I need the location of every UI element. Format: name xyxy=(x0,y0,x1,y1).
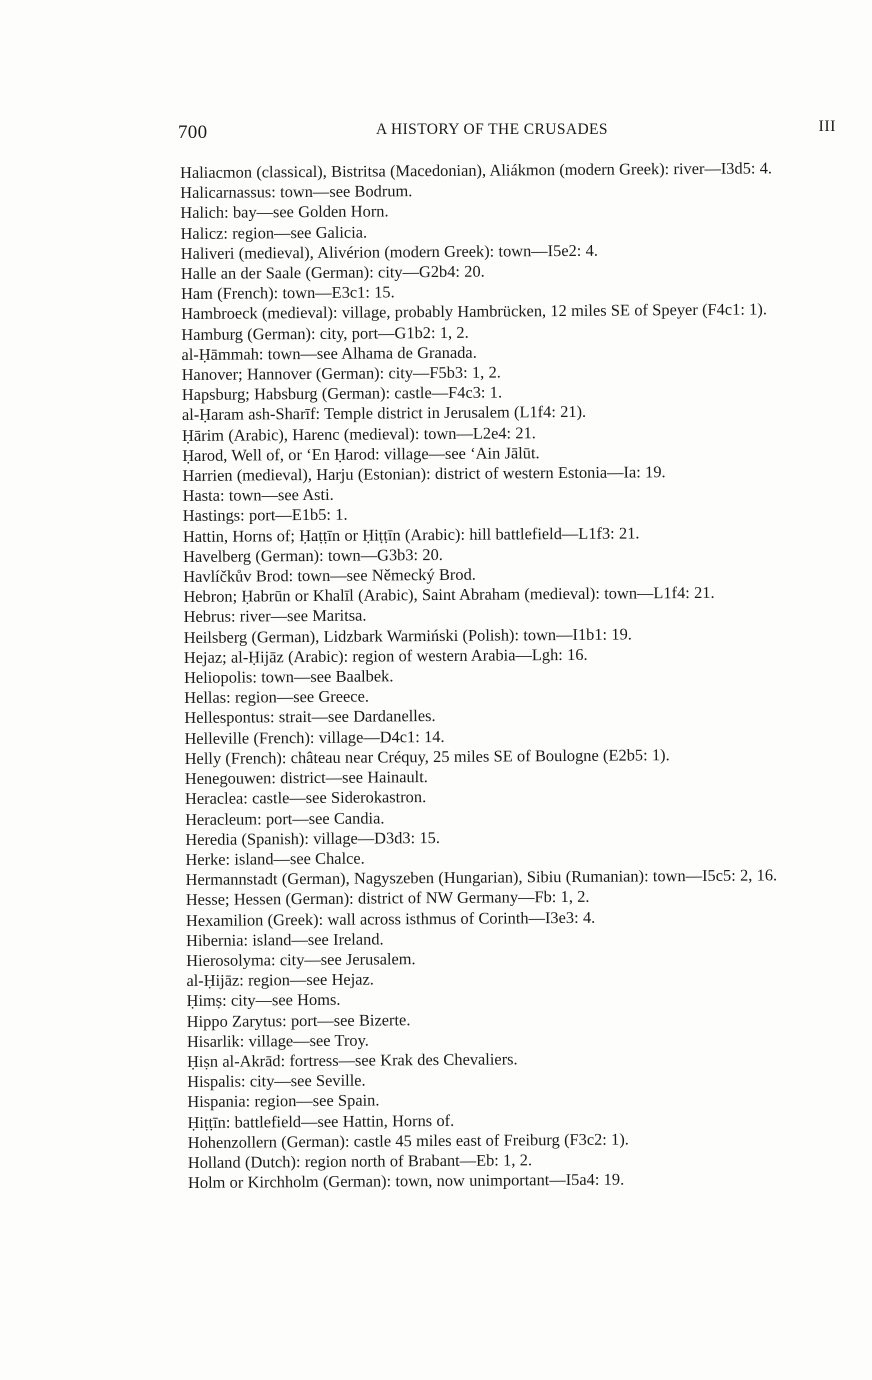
gazetteer-entry: Hapsburg; Habsburg (German): castle—F4c3: 1. xyxy=(181,382,503,405)
gazetteer-entry: Hippo Zarytus: port—see Bizerte. xyxy=(186,1009,411,1031)
gazetteer-entry: Ḥārim (Arabic), Harenc (medieval): town—L2e4: 21. xyxy=(182,422,536,445)
gazetteer-entry: al-Ḥijāz: region—see Hejaz. xyxy=(186,969,374,991)
gazetteer-entry: Ham (French): town—E3c1: 15. xyxy=(180,282,395,304)
gazetteer-entry: Hispania: region—see Spain. xyxy=(187,1090,380,1112)
gazetteer-entry: Halich: bay—see Golden Horn. xyxy=(180,201,389,223)
gazetteer-entry: Hohenzollern (German): castle 45 miles east of Freiburg (F3c2: 1). xyxy=(187,1129,629,1152)
gazetteer-entry: Hellespontus: strait—see Dardanelles. xyxy=(184,706,436,728)
gazetteer-entry: Hattin, Horns of; Ḥaṭṭīn or Ḥiṭṭīn (Arabic): hill battlefield—L1f3: 21. xyxy=(182,523,640,546)
gazetteer-entry: Ḥarod, Well of, or ‘En Ḥarod: village—see ‘Ain Jālūt. xyxy=(182,443,540,465)
gazetteer-entry: Hejaz; al-Ḥijāz (Arabic): region of western Arabia—Lgh: 16. xyxy=(183,644,588,667)
gazetteer-entry: Hastings: port—E1b5: 1. xyxy=(182,505,348,526)
gazetteer-entry: Heraclea: castle—see Siderokastron. xyxy=(184,787,427,809)
gazetteer-entry: Heliopolis: town—see Baalbek. xyxy=(183,666,394,688)
volume-number: III xyxy=(818,118,836,135)
page-number: 700 xyxy=(178,122,208,143)
gazetteer-entry: Havelberg (German): town—G3b3: 20. xyxy=(183,544,443,566)
gazetteer-entry: Hamburg (German): city, port—G1b2: 1, 2. xyxy=(181,322,469,344)
gazetteer-entry: Ḥiṣn al-Akrād: fortress—see Krak des Chevaliers. xyxy=(186,1049,518,1071)
gazetteer-entry: Halicz: region—see Galicia. xyxy=(180,222,368,243)
gazetteer-entry: Hebron; Ḥabrūn or Khalīl (Arabic), Saint Abraham (medieval): town—L1f4: 21. xyxy=(183,583,715,607)
gazetteer-entry: Havlíčkův Brod: town—see Německý Brod. xyxy=(183,564,476,587)
gazetteer-entry: Helly (French): château near Créquy, 25 miles SE of Boulogne (E2b5: 1). xyxy=(184,745,670,768)
gazetteer-entry: Hesse; Hessen (German): district of NW Germany—Fb: 1, 2. xyxy=(185,887,590,910)
gazetteer-entry-list xyxy=(180,158,848,1194)
gazetteer-entry: Hisarlik: village—see Troy. xyxy=(186,1030,369,1051)
gazetteer-entry: Hambroeck (medieval): village, probably Hambrücken, 12 miles SE of Speyer (F4c1: 1). xyxy=(181,299,767,324)
gazetteer-entry: Ḥiṭṭīn: battlefield—see Hattin, Horns of. xyxy=(187,1110,455,1132)
gazetteer-entry: Heilsberg (German), Lidzbark Warmiński (Polish): town—I1b1: 19. xyxy=(183,624,632,647)
gazetteer-entry: Herke: island—see Chalce. xyxy=(185,848,365,869)
gazetteer-entry: Holland (Dutch): region north of Brabant—Eb: 1, 2. xyxy=(187,1150,533,1172)
gazetteer-entry: Heredia (Spanish): village—D3d3: 15. xyxy=(185,827,440,849)
gazetteer-entry: al-Ḥaram ash-Sharīf: Temple district in Jerusalem (L1f4: 21). xyxy=(181,402,587,425)
gazetteer-entry: Heracleum: port—see Candia. xyxy=(185,807,385,829)
gazetteer-entry: Ḥimṣ: city—see Homs. xyxy=(186,990,341,1011)
gazetteer-entry: Hebrus: river—see Maritsa. xyxy=(183,606,367,627)
gazetteer-entry: Hibernia: island—see Ireland. xyxy=(186,929,384,950)
gazetteer-entry: Hispalis: city—see Seville. xyxy=(187,1070,366,1092)
gazetteer-entry: al-Ḥāmmah: town—see Alhama de Granada. xyxy=(181,342,477,364)
gazetteer-entry: Hierosolyma: city—see Jerusalem. xyxy=(186,949,416,970)
gazetteer-entry: Hellas: region—see Greece. xyxy=(184,686,369,708)
gazetteer-entry: Hexamilion (Greek): wall across isthmus of Corinth—I3e3: 4. xyxy=(185,907,596,930)
gazetteer-entry: Hasta: town—see Asti. xyxy=(182,485,334,506)
gazetteer-entry: Harrien (medieval), Harju (Estonian): district of western Estonia—Ia: 19. xyxy=(182,462,666,486)
gazetteer-entry: Holm or Kirchholm (German): town, now unimportant—I5a4: 19. xyxy=(187,1169,625,1193)
page-header xyxy=(178,118,836,146)
gazetteer-entry: Hanover; Hannover (German): city—F5b3: 1, 2. xyxy=(181,362,501,385)
gazetteer-entry: Haliveri (medieval), Alivérion (modern Greek): town—I5e2: 4. xyxy=(180,240,598,263)
running-title: A HISTORY OF THE CRUSADES xyxy=(376,121,608,138)
gazetteer-entry: Halle an der Saale (German): city—G2b4: 20. xyxy=(180,261,485,284)
gazetteer-entry: Haliacmon (classical), Bistritsa (Macedonian), Aliákmon (modern Greek): river—I3d5: 4. xyxy=(180,158,773,182)
gazetteer-entry: Helleville (French): village—D4c1: 14. xyxy=(184,726,445,748)
gazetteer-entry: Henegouwen: district—see Hainault. xyxy=(184,767,428,789)
gazetteer-entry: Halicarnassus: town—see Bodrum. xyxy=(180,181,413,203)
gazetteer-entry: Hermannstadt (German), Nagyszeben (Hungarian), Sibiu (Rumanian): town—I5c5: 2, 16. xyxy=(185,865,778,890)
